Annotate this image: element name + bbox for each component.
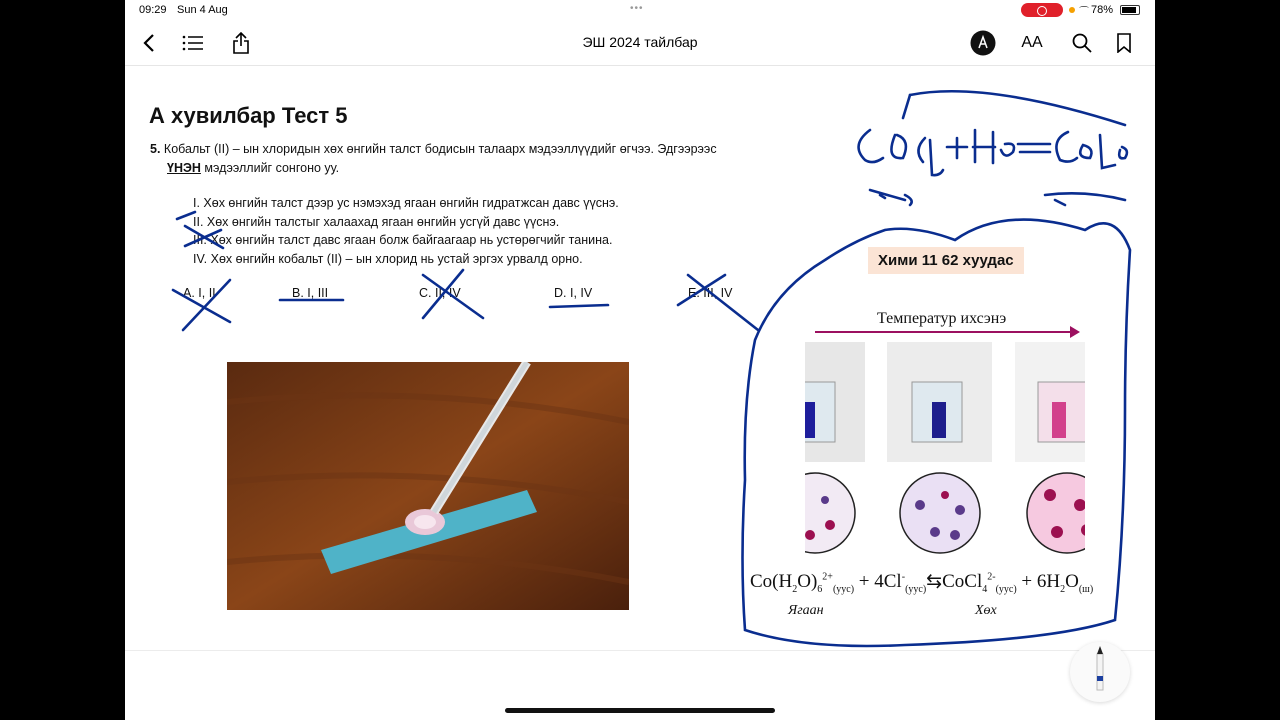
page-heading: А хувилбар Тест 5	[149, 103, 348, 128]
statement-2: II. Хөх өнгийн талстыг халаахад ягаан өнгийн усгүй давс үүснэ.	[193, 214, 560, 229]
status-date: Sun 4 Aug	[177, 4, 228, 16]
eq-part: 2+	[822, 571, 833, 583]
pencil-icon	[1070, 642, 1130, 702]
home-indicator[interactable]	[505, 708, 775, 713]
bookmark-button[interactable]	[1115, 30, 1133, 56]
statement-3: III. Хөх өнгийн талст давс ягаан болж байгаагаар нь устөрөгчийг танина.	[193, 233, 613, 247]
eq-part: 2-	[987, 571, 996, 583]
label-blue: Хөх	[975, 603, 997, 618]
text-size-button[interactable]: AA	[1021, 34, 1043, 51]
option-b: B. I, III	[292, 286, 329, 300]
reference-box: Хими 11 62 хуудас	[868, 247, 1024, 274]
search-button[interactable]	[1071, 30, 1093, 56]
temperature-label: Температур ихсэнэ	[877, 310, 1007, 327]
eq-part: + 6H	[1016, 571, 1061, 592]
status-time: 09:29	[139, 4, 167, 16]
bookmark-icon	[1117, 33, 1131, 53]
eq-part: (уус)	[905, 583, 927, 595]
cobalt-paper-photo	[227, 362, 629, 610]
headphones-icon: ⌒	[1079, 7, 1089, 18]
option-e: E. III, IV	[688, 286, 733, 300]
pencil-tool-button[interactable]	[1070, 642, 1130, 702]
eq-part: + 4Cl	[854, 571, 902, 592]
eq-part: O	[1065, 571, 1079, 592]
mic-indicator-icon	[1069, 7, 1075, 13]
battery-percent: 78%	[1091, 4, 1114, 16]
eq-part: 2	[1060, 583, 1066, 595]
eq-part: 4	[982, 583, 988, 595]
question-tail: мэдээллийг сонгоно уу.	[204, 161, 340, 175]
question-number: 5.	[150, 142, 161, 156]
question-text	[150, 140, 795, 178]
eq-part: 6	[817, 583, 823, 595]
cobalt-equilibrium-figure	[805, 320, 1085, 580]
question-emphasis: ҮНЭН	[167, 161, 201, 175]
eq-part: (уус)	[995, 583, 1017, 595]
question-body: Кобальт (II) – ын хлоридын хөх өнгийн талст бодисын талаарх мэдээллүүдийг өгчээ. Эдгээрээс	[163, 142, 717, 156]
ipad-screen	[125, 0, 1155, 720]
eq-part: O)	[797, 571, 818, 592]
page-divider	[125, 650, 1155, 651]
pen-circle-icon	[970, 30, 996, 56]
equilibrium-equation	[750, 570, 1093, 595]
statement-1: I. Хөх өнгийн талст дээр ус нэмэхэд ягаан өнгийн гидратжсан давс үүснэ.	[193, 196, 619, 210]
option-a: A. I, II	[183, 286, 216, 300]
multitask-dots[interactable]: •••	[630, 3, 644, 14]
status-bar	[125, 0, 1155, 20]
markup-button[interactable]	[970, 30, 996, 56]
eq-part: Co(H	[750, 571, 793, 592]
eq-part: ⇆CoCl	[926, 571, 983, 592]
eq-part: (уус)	[832, 583, 855, 595]
statement-4: IV. Хөх өнгийн кобальт (II) – ын хлорид нь устай эргэх урвалд орно.	[193, 251, 583, 266]
eq-part: -	[901, 571, 906, 583]
search-icon	[1072, 33, 1092, 53]
screen-record-icon[interactable]	[1021, 3, 1063, 17]
label-pink: Ягаан	[788, 603, 824, 618]
option-c: C. II, IV	[419, 286, 461, 300]
eq-part: (ш)	[1078, 583, 1094, 595]
document-title: ЭШ 2024 тайлбар	[582, 34, 698, 50]
eq-part: 2	[792, 583, 798, 595]
reader-toolbar	[125, 22, 1155, 66]
option-d: D. I, IV	[554, 286, 593, 300]
battery-icon	[1120, 5, 1140, 15]
statement-list	[193, 194, 619, 268]
